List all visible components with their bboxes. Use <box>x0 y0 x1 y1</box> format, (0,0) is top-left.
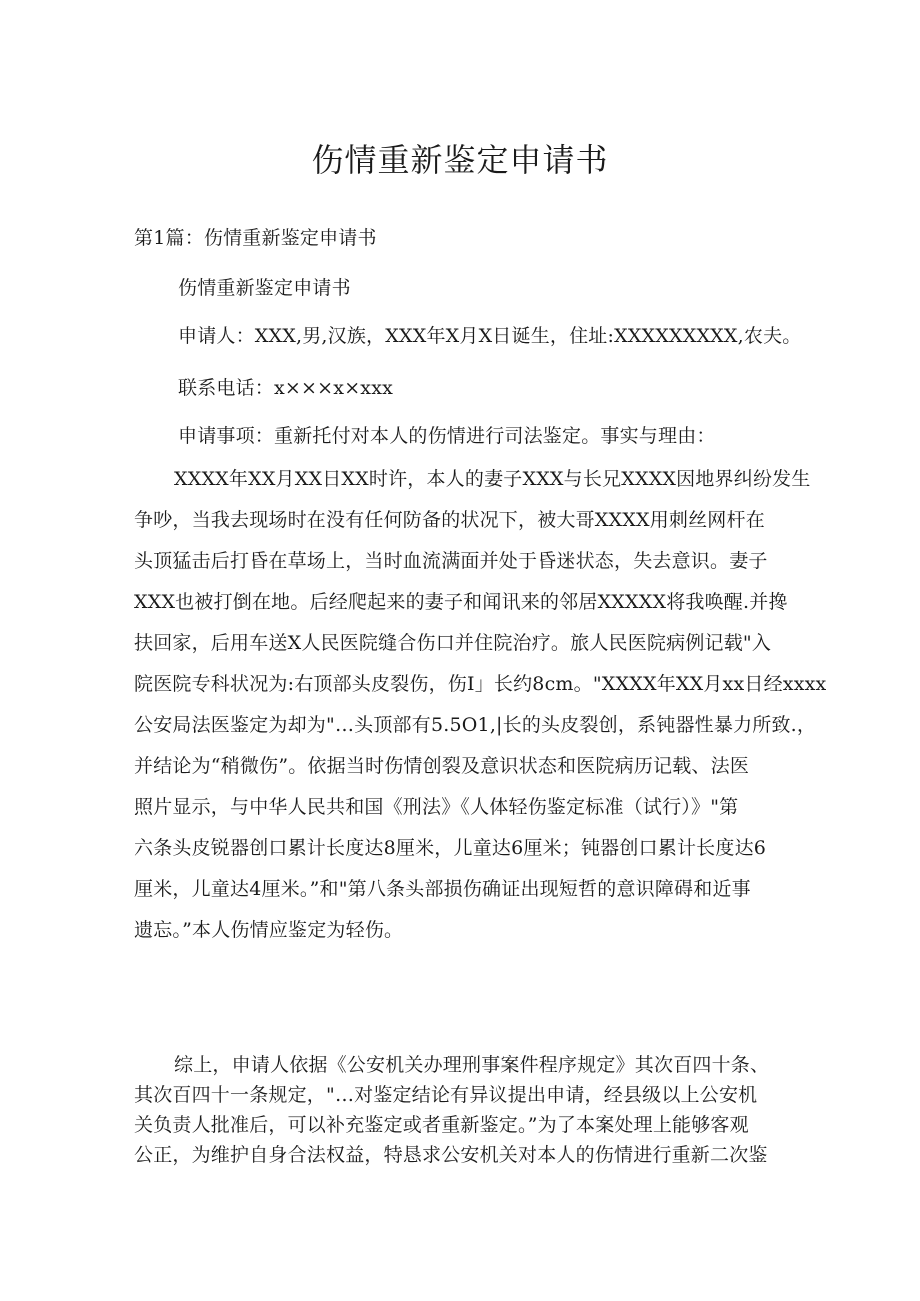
facts-paragraph <box>134 459 827 951</box>
paragraph-line: 争吵，当我去现场时在没有任何防备的状况下，被大哥XXXX用刺丝网杆在 <box>134 509 765 531</box>
paragraph-line: 公正，为维护自身合法权益，特恳求公安机关对本人的伤情进行重新二次鉴 <box>134 1144 768 1166</box>
paragraph-line: XXXX年XX月XX日XX时许，本人的妻子XXX与长兄XXXX因地界纠纷发生 <box>174 468 811 490</box>
paragraph-line: 厘米，儿童达4厘米。”和"第八条头部损伤确证出现短哲的意识障碍和近事 <box>134 878 751 900</box>
matter-line: 申请事项：重新托付对本人的伤情进行司法鉴定。事实与理由： <box>178 425 716 447</box>
conclusion-paragraph <box>134 1050 794 1170</box>
paragraph-line: 综上，申请人依据《公安机关办理刑事案件程序规定》其次百四十条、 <box>174 1054 770 1076</box>
paragraph-line: 公安局法医鉴定为却为"…头顶部有5.5O1,|长的头皮裂创，系钝器性暴力所致.， <box>134 714 817 736</box>
paragraph-line: 扶回家，后用车送X人民医院缝合伤口并住院治疗。旅人民医院病例记载"入 <box>134 632 772 654</box>
paragraph-line: XXX也被打倒在地。后经爬起来的妻子和闻讯来的邻居XXXXX将我唤醒.并搀 <box>134 591 788 613</box>
paragraph-line: 遗忘。”本人伤情应鉴定为轻伤。 <box>134 919 404 941</box>
paragraph-line: 院医院专科状况为:右顶部头皮裂伤，伤I」长约8cm。"XXXX年XX月xx日经xxxx <box>134 673 827 695</box>
paragraph-line: 头顶猛击后打昏在草场上，当时血流满面并处于昏迷状态，失去意识。妻子 <box>134 550 768 572</box>
paragraph-line: 照片显示，与中华人民共和国《刑法》《人体轻伤鉴定标准（试行）》"第 <box>134 796 739 818</box>
paragraph-line: 六条头皮锐器创口累计长度达8厘米，儿童达6厘米；钝器创口累计长度达6 <box>134 837 767 859</box>
phone-line: 联系电话：x×××x×xxx <box>178 377 394 399</box>
paragraph-line: 其次百四十一条规定，"…对鉴定结论有异议提出申请，经县级以上公安机 <box>134 1084 758 1106</box>
paragraph-line: 关负责人批准后，可以补充鉴定或者重新鉴定。”为了本案处理上能够客观 <box>134 1114 749 1136</box>
sub-title: 伤情重新鉴定申请书 <box>178 277 351 299</box>
applicant-line: 申请人：XXX,男,汉族，XXX年X月X日诞生，住址:XXXXXXXXX,农夫。 <box>178 325 802 347</box>
section-heading: 第1篇：伤情重新鉴定申请书 <box>134 227 377 249</box>
paragraph-line: 并结论为“稍微伤”。依据当时伤情创裂及意识状态和医院病历记载、法医 <box>134 755 750 777</box>
document-title: 伤情重新鉴定申请书 <box>311 141 609 179</box>
